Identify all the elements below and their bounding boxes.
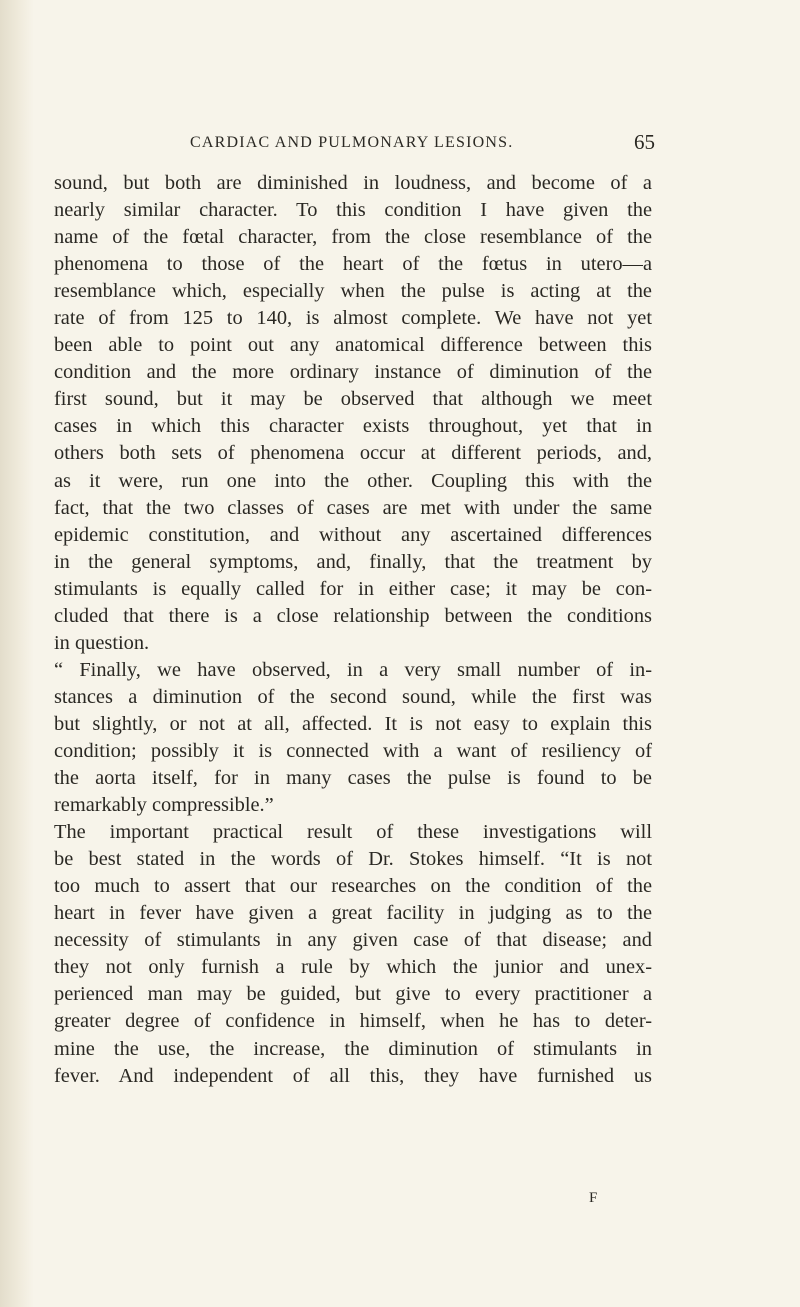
text-line: others both sets of phenomena occur at different periods, and,	[54, 442, 652, 465]
text-line: been able to point out any anatomical difference between this	[54, 334, 652, 357]
text-line: in the general symptoms, and, finally, that the treatment by	[54, 550, 652, 573]
text-line: fact, that the two classes of cases are met with under the same	[54, 496, 652, 519]
text-line: they not only furnish a rule by which the junior and unex-	[54, 956, 652, 979]
text-line: condition; possibly it is connected with a want of resiliency of	[54, 739, 652, 762]
page-number: 65	[634, 130, 655, 154]
text-line: in question.	[54, 631, 150, 654]
text-line: greater degree of confidence in himself, when he has to deter-	[54, 1010, 652, 1033]
text-line: too much to assert that our researches on the condition of the	[54, 875, 652, 898]
text-line: remarkably compressible.”	[54, 794, 274, 817]
text-line: first sound, but it may be observed that although we meet	[54, 388, 652, 411]
text-line: epidemic constitution, and without any ascertained differences	[54, 523, 652, 546]
text-line: resemblance which, especially when the pulse is acting at the	[54, 280, 652, 303]
text-line: perienced man may be guided, but give to every practitioner a	[54, 983, 652, 1006]
text-line: but slightly, or not at all, affected. It is not easy to explain this	[54, 712, 652, 735]
text-line: cluded that there is a close relationship between the conditions	[54, 604, 652, 627]
text-line: be best stated in the words of Dr. Stokes himself. “It is not	[54, 848, 652, 871]
text-line: sound, but both are diminished in loudness, and become of a	[54, 172, 652, 194]
running-head	[0, 130, 800, 160]
text-line: The important practical result of these investigations will	[54, 821, 652, 844]
text-line: mine the use, the increase, the diminution of stimulants in	[54, 1037, 652, 1060]
text-line: stances a diminution of the second sound, while the first was	[54, 685, 652, 708]
text-line: stimulants is equally called for in either case; it may be con-	[54, 577, 652, 600]
running-title: CARDIAC AND PULMONARY LESIONS.	[190, 134, 514, 151]
text-line: necessity of stimulants in any given case of that disease; and	[54, 929, 652, 952]
text-line: condition and the more ordinary instance of diminution of the	[54, 361, 652, 384]
text-line: the aorta itself, for in many cases the pulse is found to be	[54, 767, 652, 790]
text-line: heart in fever have given a great facility in judging as to the	[54, 902, 652, 925]
text-line: “ Finally, we have observed, in a very small number of in-	[54, 658, 652, 681]
text-line: phenomena to those of the heart of the fœtus in utero—a	[54, 253, 652, 276]
text-line: cases in which this character exists throughout, yet that in	[54, 415, 652, 438]
text-line: name of the fœtal character, from the close resemblance of the	[54, 226, 652, 249]
text-line: rate of from 125 to 140, is almost complete. We have not yet	[54, 307, 652, 330]
text-line: fever. And independent of all this, they have furnished us	[54, 1064, 652, 1087]
signature-mark: F	[589, 1190, 598, 1206]
body-text	[54, 170, 652, 1090]
text-line: nearly similar character. To this condition I have given the	[54, 199, 652, 222]
page-edge-shadow	[0, 0, 34, 1307]
text-line: as it were, run one into the other. Coupling this with the	[54, 469, 652, 492]
